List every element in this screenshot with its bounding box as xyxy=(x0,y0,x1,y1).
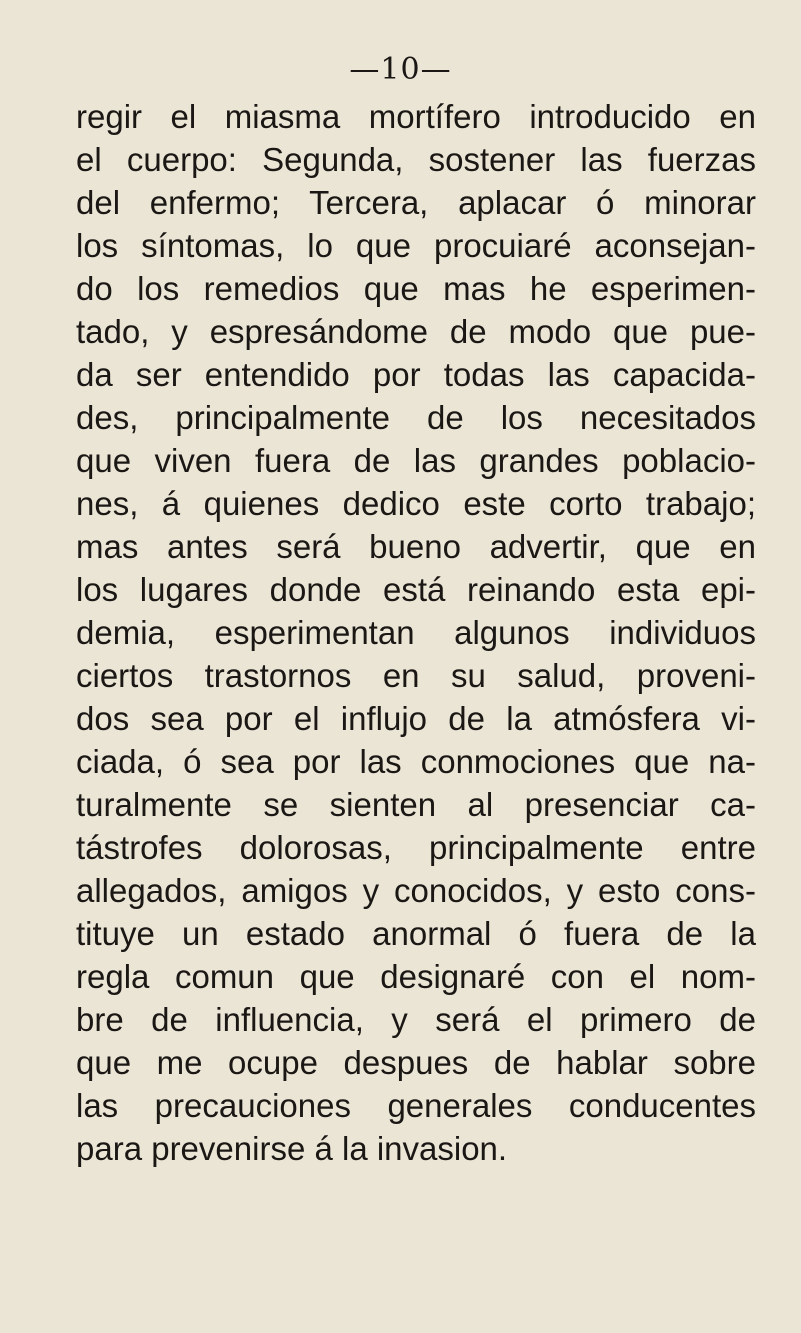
text-line: los síntomas, lo que procuiaré aconsejan- xyxy=(76,227,756,264)
text-line: los lugares donde está reinando esta epi- xyxy=(76,571,756,608)
text-line: demia, esperimentan algunos individuos xyxy=(76,614,756,651)
text-line: regla comun que designaré con el nom- xyxy=(76,958,756,995)
text-line: las precauciones generales conducentes xyxy=(76,1087,756,1124)
text-line: tado, y espresándome de modo que pue- xyxy=(76,313,756,350)
text-line: mas antes será bueno advertir, que en xyxy=(76,528,756,565)
body-text xyxy=(76,95,756,1170)
text-line: que me ocupe despues de hablar sobre xyxy=(76,1044,756,1081)
text-line: da ser entendido por todas las capacida- xyxy=(76,356,756,393)
text-line: tituye un estado anormal ó fuera de la xyxy=(76,915,756,952)
text-line: allegados, amigos y conocidos, y esto cons- xyxy=(76,872,756,909)
text-line: ciertos trastornos en su salud, proveni- xyxy=(76,657,756,694)
text-line: bre de influencia, y será el primero de xyxy=(76,1001,756,1038)
text-line-last: para prevenirse á la invasion. xyxy=(76,1130,508,1167)
text-line: tástrofes dolorosas, principalmente entre xyxy=(76,829,756,866)
text-line: del enfermo; Tercera, aplacar ó minorar xyxy=(76,184,756,221)
text-line: el cuerpo: Segunda, sostener las fuerzas xyxy=(76,141,756,178)
page-number: —10— xyxy=(349,52,452,87)
text-line: nes, á quienes dedico este corto trabajo; xyxy=(76,485,756,522)
text-line: ciada, ó sea por las conmociones que na- xyxy=(76,743,756,780)
text-line: que viven fuera de las grandes poblacio- xyxy=(76,442,756,479)
text-line: dos sea por el influjo de la atmósfera vi- xyxy=(76,700,756,737)
text-line: turalmente se sienten al presenciar ca- xyxy=(76,786,756,823)
text-line: regir el miasma mortífero introducido en xyxy=(76,98,756,135)
text-line: des, principalmente de los necesitados xyxy=(76,399,756,436)
text-line: do los remedios que mas he esperimen- xyxy=(76,270,756,307)
